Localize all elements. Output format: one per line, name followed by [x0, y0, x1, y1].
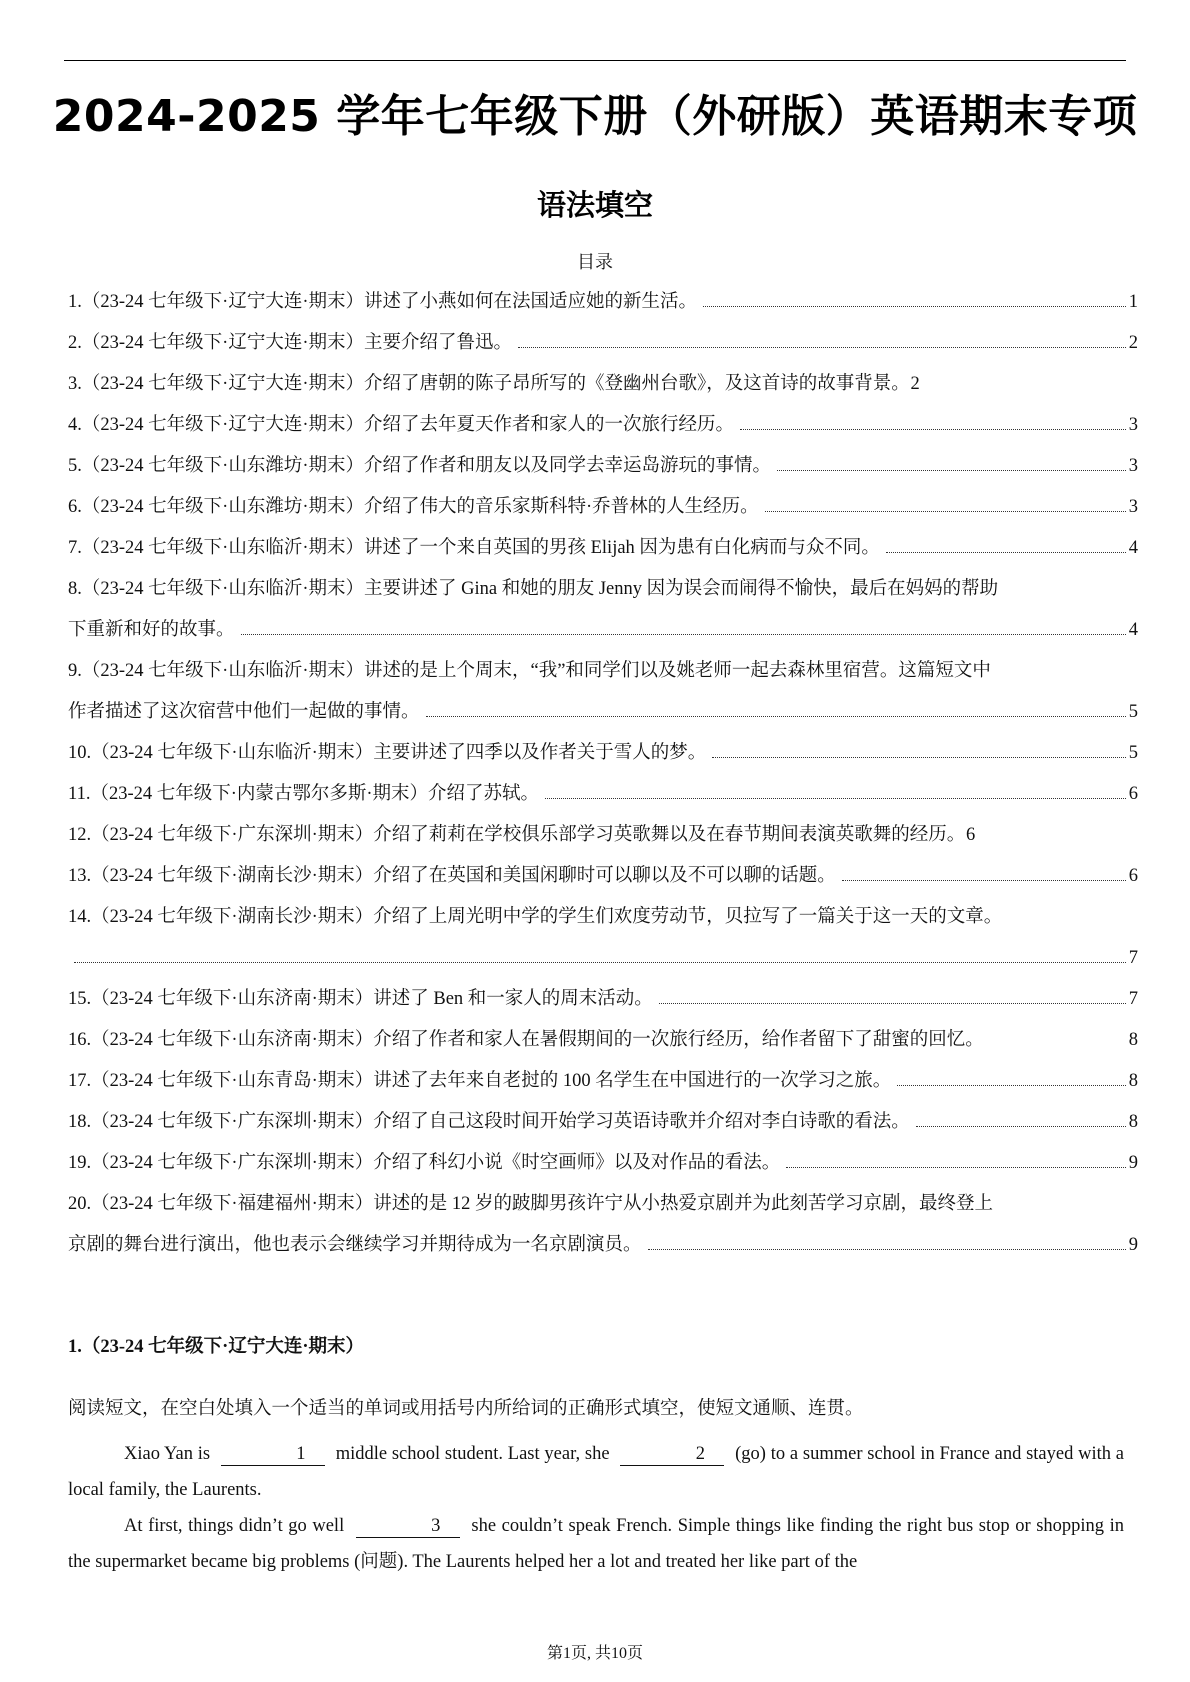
toc-entry[interactable] — [68, 364, 1138, 405]
toc-entry-page: 3 — [1128, 456, 1138, 476]
toc-entry-text: 20.（23-24 七年级下·福建福州·期末）讲述的是 12 岁的跛脚男孩许宁从小热爱京剧并为此刻苦学习京剧，最终登上 — [68, 1194, 993, 1214]
toc-entry-text: 6.（23-24 七年级下·山东潍坊·期末）介绍了伟大的音乐家斯科特·乔普林的人生经历。 — [68, 497, 759, 517]
document-subtitle: 语法填空 — [536, 188, 653, 222]
toc-entry-continuation: 作者描述了这次宿营中他们一起做的事情。 — [68, 702, 420, 722]
toc-entry-text: 11.（23-24 七年级下·内蒙古鄂尔多斯·期末）介绍了苏轼。 — [68, 784, 540, 804]
toc-entry-text: 19.（23-24 七年级下·广东深圳·期末）介绍了科幻小说《时空画师》以及对作品的看法。 — [68, 1153, 781, 1173]
toc-entry-page: 2 — [1128, 333, 1138, 353]
answer-blank-3[interactable]: 3 — [356, 1515, 460, 1538]
toc-entry-text: 12.（23-24 七年级下·广东深圳·期末）介绍了莉莉在学校俱乐部学习英歌舞以及在春节期间表演英歌舞的经历。 — [68, 825, 966, 845]
question-instructions: 阅读短文，在空白处填入一个适当的单词或用括号内所给词的正确形式填空，使短文通顺、连贯。 — [68, 1399, 864, 1419]
toc-entry[interactable] — [68, 446, 1138, 487]
toc-entry-text: 2.（23-24 七年级下·辽宁大连·期末）主要介绍了鲁迅。 — [68, 333, 512, 353]
toc-entry[interactable] — [68, 1143, 1138, 1184]
passage-paragraph — [68, 1508, 1124, 1580]
toc-entry-page: 9 — [1128, 1153, 1138, 1173]
passage-text: she couldn’t speak French. Simple things like finding the right bus stop or shopping in the supermarket became big problems (问题). The Laurents helped her a lot and treated her like part of the — [68, 1516, 1125, 1572]
toc-entry[interactable] — [68, 733, 1138, 774]
toc-entry[interactable] — [68, 1061, 1138, 1102]
toc-entry-text: 8.（23-24 七年级下·山东临沂·期末）主要讲述了 Gina 和她的朋友 Jenny 因为误会而闹得不愉快，最后在妈妈的帮助 — [68, 579, 999, 599]
toc-entry-page: 7 — [1128, 989, 1138, 1009]
toc-entry-page: 8 — [1128, 1030, 1138, 1050]
toc-entry[interactable] — [68, 1102, 1138, 1143]
toc-entry-page: 1 — [1128, 292, 1138, 312]
toc-entry-page: 8 — [1128, 1071, 1138, 1091]
toc-entry[interactable] — [68, 774, 1138, 815]
toc-entry[interactable] — [68, 1020, 1138, 1061]
toc-entry[interactable] — [68, 405, 1138, 446]
toc-entry[interactable] — [68, 815, 1138, 856]
toc-entry-page: 3 — [1128, 497, 1138, 517]
page-footer: 第1页, 共10页 — [546, 1645, 643, 1662]
toc-entry[interactable] — [68, 897, 1138, 979]
toc-entry-continuation: 京剧的舞台进行演出，他也表示会继续学习并期待成为一名京剧演员。 — [68, 1235, 642, 1255]
toc-entry-text: 3.（23-24 七年级下·辽宁大连·期末）介绍了唐朝的陈子昂所写的《登幽州台歌》，及这首诗的故事背景。 — [68, 374, 910, 394]
toc-entry-page: 6 — [1128, 784, 1138, 804]
passage-text: middle school student. Last year, she — [335, 1444, 610, 1464]
toc-entry[interactable] — [68, 282, 1138, 323]
toc-entry-text: 4.（23-24 七年级下·辽宁大连·期末）介绍了去年夏天作者和家人的一次旅行经历。 — [68, 415, 734, 435]
passage-text: (go) to a summer school in France and stayed with a local family, the Laurents. — [68, 1444, 1125, 1500]
toc-entry[interactable] — [68, 651, 1138, 733]
toc-entry-page: 7 — [1128, 948, 1138, 968]
toc-entry-page: 5 — [1128, 702, 1138, 722]
passage-paragraph — [68, 1436, 1124, 1508]
answer-blank-1[interactable]: 1 — [221, 1443, 325, 1466]
passage-text: At first, things didn’t go well — [124, 1516, 345, 1536]
document-title: 2024-2025 学年七年级下册（外研版）英语期末专项 — [52, 91, 1138, 142]
toc-entry-page: 8 — [1128, 1112, 1138, 1132]
toc-entry-text: 17.（23-24 七年级下·山东青岛·期末）讲述了去年来自老挝的 100 名学生在中国进行的一次学习之旅。 — [68, 1071, 892, 1091]
toc-entry[interactable] — [68, 528, 1138, 569]
toc-entry[interactable] — [68, 1184, 1138, 1266]
toc-entry[interactable] — [68, 979, 1138, 1020]
toc-entry-text: 15.（23-24 七年级下·山东济南·期末）讲述了 Ben 和一家人的周末活动。 — [68, 989, 653, 1009]
answer-blank-2[interactable]: 2 — [620, 1443, 724, 1466]
top-rule — [64, 60, 1126, 61]
toc-entry[interactable] — [68, 487, 1138, 528]
toc-entry[interactable] — [68, 323, 1138, 364]
toc-entry-text: 13.（23-24 七年级下·湖南长沙·期末）介绍了在英国和美国闲聊时可以聊以及不可以聊的话题。 — [68, 866, 836, 886]
toc-entry-text: 14.（23-24 七年级下·湖南长沙·期末）介绍了上周光明中学的学生们欢度劳动节，贝拉写了一篇关于这一天的文章。 — [68, 907, 1003, 927]
toc-entry-text: 7.（23-24 七年级下·山东临沂·期末）讲述了一个来自英国的男孩 Elijah 因为患有白化病而与众不同。 — [68, 538, 880, 558]
toc-entry-page: 4 — [1128, 538, 1138, 558]
toc-entry-text: 1.（23-24 七年级下·辽宁大连·期末）讲述了小燕如何在法国适应她的新生活。 — [68, 292, 697, 312]
toc-entry-text: 16.（23-24 七年级下·山东济南·期末）介绍了作者和家人在暑假期间的一次旅行经历，给作者留下了甜蜜的回忆。 — [68, 1030, 984, 1050]
toc-entry-page: 3 — [1128, 415, 1138, 435]
reading-passage — [68, 1436, 1124, 1580]
question-heading: 1.（23-24 七年级下·辽宁大连·期末） — [68, 1337, 365, 1357]
toc-entry-page: 6 — [1128, 866, 1138, 886]
toc-entry-page: 6 — [966, 825, 976, 845]
toc-entry-text: 5.（23-24 七年级下·山东潍坊·期末）介绍了作者和朋友以及同学去幸运岛游玩的事情。 — [68, 456, 771, 476]
toc-entry-continuation: 下重新和好的故事。 — [68, 620, 235, 640]
passage-text: Xiao Yan is — [124, 1444, 211, 1464]
toc-entry-text: 9.（23-24 七年级下·山东临沂·期末）讲述的是上个周末，“我”和同学们以及姚老师一起去森林里宿营。这篇短文中 — [68, 661, 991, 681]
table-of-contents — [68, 282, 1138, 1266]
toc-heading: 目录 — [577, 252, 613, 272]
toc-entry-text: 10.（23-24 七年级下·山东临沂·期末）主要讲述了四季以及作者关于雪人的梦。 — [68, 743, 707, 763]
toc-entry-text: 18.（23-24 七年级下·广东深圳·期末）介绍了自己这段时间开始学习英语诗歌并介绍对李白诗歌的看法。 — [68, 1112, 910, 1132]
toc-entry[interactable] — [68, 569, 1138, 651]
toc-entry-page: 5 — [1128, 743, 1138, 763]
toc-entry-page: 9 — [1128, 1235, 1138, 1255]
toc-entry-page: 2 — [910, 374, 920, 394]
toc-entry-page: 4 — [1128, 620, 1138, 640]
toc-entry[interactable] — [68, 856, 1138, 897]
